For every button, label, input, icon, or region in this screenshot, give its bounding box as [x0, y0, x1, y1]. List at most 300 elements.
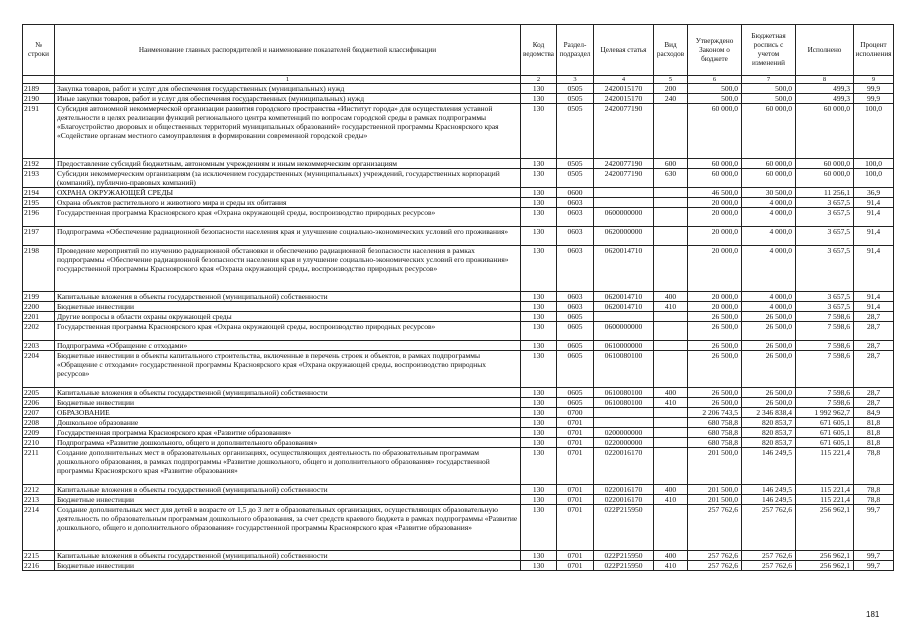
section-code: 0603: [557, 246, 594, 292]
expense-type: 400: [654, 485, 688, 495]
percent-value: 78,8: [854, 448, 894, 485]
dept-code: 130: [521, 208, 557, 227]
approved-amount: 201 500,0: [688, 485, 742, 495]
executed-amount: 115 221,4: [796, 485, 854, 495]
executed-amount: 7 598,6: [796, 312, 854, 322]
executed-amount: 3 657,5: [796, 208, 854, 227]
executed-amount: 60 000,0: [796, 159, 854, 169]
expense-type: [654, 448, 688, 485]
executed-amount: 7 598,6: [796, 341, 854, 351]
percent-value: 84,9: [854, 408, 894, 418]
expense-type: [654, 312, 688, 322]
percent-value: 100,0: [854, 104, 894, 159]
row-name: Капитальные вложения в объекты государственной (муниципальной) собственности: [55, 292, 521, 302]
budget-amount: 257 762,6: [742, 505, 796, 551]
article-code: 022P215950: [594, 561, 654, 571]
budget-table: [22, 24, 894, 571]
column-number: 1: [55, 76, 521, 84]
section-code: 0505: [557, 169, 594, 188]
expense-type: [654, 418, 688, 428]
table-row: [23, 398, 894, 408]
budget-amount: 2 346 838,4: [742, 408, 796, 418]
row-number: 2197: [23, 227, 55, 246]
executed-amount: 11 256,1: [796, 188, 854, 198]
dept-code: 130: [521, 551, 557, 561]
article-code: [594, 312, 654, 322]
section-code: 0605: [557, 312, 594, 322]
row-name: Бюджетные инвестиции: [55, 561, 521, 571]
header-approved: Утверждено Законом о бюджете: [688, 25, 742, 76]
section-code: 0701: [557, 561, 594, 571]
budget-amount: 4 000,0: [742, 227, 796, 246]
expense-type: [654, 341, 688, 351]
expense-type: [654, 246, 688, 292]
table-row: [23, 198, 894, 208]
section-code: 0605: [557, 341, 594, 351]
executed-amount: 60 000,0: [796, 104, 854, 159]
executed-amount: 671 605,1: [796, 418, 854, 428]
section-code: 0605: [557, 351, 594, 388]
row-number: 2190: [23, 94, 55, 104]
table-row: [23, 292, 894, 302]
row-name: Подпрограмма «Развитие дошкольного, общего и дополнительного образования»: [55, 438, 521, 448]
budget-amount: 257 762,6: [742, 561, 796, 571]
expense-type: [654, 322, 688, 341]
approved-amount: 500,0: [688, 84, 742, 94]
dept-code: 130: [521, 104, 557, 159]
dept-code: 130: [521, 495, 557, 505]
article-code: 2420077190: [594, 104, 654, 159]
row-number: 2195: [23, 198, 55, 208]
row-number: 2191: [23, 104, 55, 159]
budget-amount: 60 000,0: [742, 104, 796, 159]
table-row: [23, 561, 894, 571]
dept-code: 130: [521, 159, 557, 169]
percent-value: 91,4: [854, 208, 894, 227]
header-article: Целевая статья: [594, 25, 654, 76]
executed-amount: 3 657,5: [796, 292, 854, 302]
section-code: 0701: [557, 495, 594, 505]
dept-code: 130: [521, 292, 557, 302]
header-executed: Исполнено: [796, 25, 854, 76]
section-code: 0605: [557, 388, 594, 398]
row-number: 2206: [23, 398, 55, 408]
budget-amount: 26 500,0: [742, 351, 796, 388]
expense-type: 410: [654, 302, 688, 312]
executed-amount: 499,3: [796, 94, 854, 104]
row-name: Закупка товаров, работ и услуг для обеспечения государственных (муниципальных) нужд: [55, 84, 521, 94]
row-number: 2216: [23, 561, 55, 571]
expense-type: 600: [654, 159, 688, 169]
expense-type: [654, 104, 688, 159]
column-number: 5: [654, 76, 688, 84]
section-code: 0603: [557, 227, 594, 246]
budget-amount: 4 000,0: [742, 246, 796, 292]
row-name: Создание дополнительных мест для детей в возрасте от 1,5 до 3 лет в образовательных организациях, осуществляющих образовательную деятельность по образовательным программам дошкольного образования, за счет средств краевого бюджета в рамках подпрограммы «Развитие дошкольного, общего и дополнительного образования» государственной программы Красноярского края «Развитие образования»: [55, 505, 521, 551]
column-number: 3: [557, 76, 594, 84]
budget-amount: 60 000,0: [742, 169, 796, 188]
table-body: [23, 84, 894, 571]
budget-sheet: [22, 24, 894, 571]
approved-amount: 26 500,0: [688, 322, 742, 341]
row-number: 2212: [23, 485, 55, 495]
dept-code: 130: [521, 438, 557, 448]
budget-amount: 26 500,0: [742, 398, 796, 408]
percent-value: 28,7: [854, 351, 894, 388]
page-number: 181: [866, 610, 880, 619]
expense-type: 400: [654, 551, 688, 561]
table-row: [23, 246, 894, 292]
row-number: 2207: [23, 408, 55, 418]
dept-code: 130: [521, 84, 557, 94]
row-number: 2205: [23, 388, 55, 398]
expense-type: 240: [654, 94, 688, 104]
section-code: 0505: [557, 104, 594, 159]
expense-type: 400: [654, 292, 688, 302]
budget-amount: 820 853,7: [742, 418, 796, 428]
executed-amount: 115 221,4: [796, 495, 854, 505]
row-name: ОХРАНА ОКРУЖАЮЩЕЙ СРЕДЫ: [55, 188, 521, 198]
table-row: [23, 388, 894, 398]
budget-amount: 820 853,7: [742, 428, 796, 438]
row-name: Подпрограмма «Обращение с отходами»: [55, 341, 521, 351]
percent-value: 99,7: [854, 551, 894, 561]
row-name: Бюджетные инвестиции: [55, 302, 521, 312]
dept-code: 130: [521, 322, 557, 341]
section-code: 0700: [557, 408, 594, 418]
row-number: 2199: [23, 292, 55, 302]
row-name: Субсидия автономной некоммерческой организации развития городского пространства «Институт города» для осуществления уставной деятельности в целях реализации функций регионального центра компетенций по вопросам городской среды в рамках подпрограммы «Благоустройство дворовых и общественных территорий муниципальных образований» государственной программы Красноярского края «Содействие органам местного самоуправления в формировании современной городской среды»: [55, 104, 521, 159]
article-code: 022P215950: [594, 551, 654, 561]
row-number: 2196: [23, 208, 55, 227]
section-code: 0701: [557, 551, 594, 561]
article-code: 022P215950: [594, 505, 654, 551]
article-code: 0610000000: [594, 341, 654, 351]
dept-code: 130: [521, 94, 557, 104]
row-name: ОБРАЗОВАНИЕ: [55, 408, 521, 418]
row-name: Бюджетные инвестиции в объекты капитального строительства, включенные в перечень строек и объектов, в рамках подпрограммы «Обращение с отходами» государственной программы Красноярского края «Охрана окружающей среды, воспроизводство природных ресурсов»: [55, 351, 521, 388]
table-row: [23, 341, 894, 351]
article-code: 0620000000: [594, 227, 654, 246]
percent-value: 81,8: [854, 428, 894, 438]
approved-amount: 26 500,0: [688, 312, 742, 322]
article-code: 0220016170: [594, 448, 654, 485]
percent-value: 78,8: [854, 495, 894, 505]
approved-amount: 26 500,0: [688, 398, 742, 408]
percent-value: 91,4: [854, 227, 894, 246]
column-number: 6: [688, 76, 742, 84]
row-number: 2198: [23, 246, 55, 292]
dept-code: 130: [521, 351, 557, 388]
article-code: 2420077190: [594, 159, 654, 169]
table-row: [23, 351, 894, 388]
expense-type: [654, 208, 688, 227]
column-number: 7: [742, 76, 796, 84]
approved-amount: 680 758,8: [688, 428, 742, 438]
executed-amount: 256 962,1: [796, 551, 854, 561]
column-number-row: [23, 76, 894, 84]
expense-type: [654, 408, 688, 418]
row-name: Создание дополнительных мест в образовательных организациях, осуществляющих деятельность по образовательным программам дошкольного образования, в рамках подпрограммы «Развитие дошкольного, общего и дополнительного образования» государственной программы Красноярского края «Развитие образования»: [55, 448, 521, 485]
row-name: Государственная программа Красноярского края «Охрана окружающей среды, воспроизводство природных ресурсов»: [55, 322, 521, 341]
article-code: 0610080100: [594, 388, 654, 398]
row-name: Проведение мероприятий по изучению радиационной обстановки и обеспечению радиационной безопасности населения в рамках подпрограммы «Обеспечение радиационной безопасности населения края и улучшение социально-экономических условий его проживания» государственной программы Красноярского края «Охрана окружающей среды, воспроизводство природных ресурсов»: [55, 246, 521, 292]
approved-amount: 201 500,0: [688, 495, 742, 505]
article-code: [594, 198, 654, 208]
section-code: 0701: [557, 448, 594, 485]
expense-type: 410: [654, 561, 688, 571]
expense-type: [654, 351, 688, 388]
article-code: 0220000000: [594, 438, 654, 448]
section-code: 0603: [557, 292, 594, 302]
row-name: Дошкольное образование: [55, 418, 521, 428]
table-row: [23, 485, 894, 495]
percent-value: 28,7: [854, 322, 894, 341]
dept-code: 130: [521, 398, 557, 408]
percent-value: 28,7: [854, 388, 894, 398]
approved-amount: 680 758,8: [688, 438, 742, 448]
row-number: 2209: [23, 428, 55, 438]
dept-code: 130: [521, 418, 557, 428]
table-row: [23, 438, 894, 448]
executed-amount: 60 000,0: [796, 169, 854, 188]
executed-amount: 671 605,1: [796, 428, 854, 438]
approved-amount: 20 000,0: [688, 227, 742, 246]
expense-type: [654, 227, 688, 246]
article-code: 2420015170: [594, 84, 654, 94]
article-code: 2420077190: [594, 169, 654, 188]
percent-value: 28,7: [854, 341, 894, 351]
table-row: [23, 84, 894, 94]
approved-amount: 257 762,6: [688, 551, 742, 561]
percent-value: 99,7: [854, 505, 894, 551]
expense-type: [654, 438, 688, 448]
budget-amount: 60 000,0: [742, 159, 796, 169]
percent-value: 100,0: [854, 159, 894, 169]
budget-amount: 146 249,5: [742, 495, 796, 505]
table-row: [23, 104, 894, 159]
approved-amount: 20 000,0: [688, 198, 742, 208]
column-number: 8: [796, 76, 854, 84]
section-code: 0605: [557, 322, 594, 341]
row-name: Капитальные вложения в объекты государственной (муниципальной) собственности: [55, 485, 521, 495]
budget-amount: 146 249,5: [742, 448, 796, 485]
row-number: 2189: [23, 84, 55, 94]
header-section: Раздел-подраздел: [557, 25, 594, 76]
section-code: 0701: [557, 418, 594, 428]
dept-code: 130: [521, 188, 557, 198]
section-code: 0701: [557, 505, 594, 551]
budget-amount: 4 000,0: [742, 302, 796, 312]
approved-amount: 26 500,0: [688, 351, 742, 388]
row-number: 2210: [23, 438, 55, 448]
section-code: 0505: [557, 94, 594, 104]
row-number: 2192: [23, 159, 55, 169]
section-code: 0701: [557, 485, 594, 495]
percent-value: 91,4: [854, 292, 894, 302]
table-row: [23, 227, 894, 246]
table-row: [23, 169, 894, 188]
executed-amount: 3 657,5: [796, 227, 854, 246]
budget-amount: 26 500,0: [742, 341, 796, 351]
percent-value: 99,9: [854, 84, 894, 94]
approved-amount: 46 500,0: [688, 188, 742, 198]
article-code: [594, 418, 654, 428]
budget-amount: 500,0: [742, 84, 796, 94]
table-row: [23, 428, 894, 438]
row-number: 2201: [23, 312, 55, 322]
expense-type: 200: [654, 84, 688, 94]
budget-amount: 4 000,0: [742, 292, 796, 302]
article-code: [594, 188, 654, 198]
approved-amount: 60 000,0: [688, 159, 742, 169]
percent-value: 28,7: [854, 398, 894, 408]
row-number: 2213: [23, 495, 55, 505]
dept-code: 130: [521, 341, 557, 351]
executed-amount: 3 657,5: [796, 198, 854, 208]
dept-code: 130: [521, 448, 557, 485]
row-number: 2203: [23, 341, 55, 351]
dept-code: 130: [521, 227, 557, 246]
row-number: 2194: [23, 188, 55, 198]
row-number: 2200: [23, 302, 55, 312]
table-row: [23, 505, 894, 551]
dept-code: 130: [521, 198, 557, 208]
header-percent: Процент исполнения: [854, 25, 894, 76]
row-number: 2204: [23, 351, 55, 388]
article-code: 0610080100: [594, 351, 654, 388]
section-code: 0603: [557, 198, 594, 208]
dept-code: 130: [521, 505, 557, 551]
approved-amount: 20 000,0: [688, 292, 742, 302]
executed-amount: 7 598,6: [796, 388, 854, 398]
approved-amount: 20 000,0: [688, 302, 742, 312]
dept-code: 130: [521, 388, 557, 398]
row-name: Предоставление субсидий бюджетным, автономным учреждениям и иным некоммерческим организациям: [55, 159, 521, 169]
budget-amount: 4 000,0: [742, 198, 796, 208]
row-name: Бюджетные инвестиции: [55, 495, 521, 505]
dept-code: 130: [521, 246, 557, 292]
budget-amount: 146 249,5: [742, 485, 796, 495]
row-number: 2202: [23, 322, 55, 341]
article-code: 0600000000: [594, 322, 654, 341]
article-code: 0620014710: [594, 292, 654, 302]
header-dept-code: Код ведомства: [521, 25, 557, 76]
column-number: [23, 76, 55, 84]
section-code: 0605: [557, 398, 594, 408]
article-code: 0200000000: [594, 428, 654, 438]
row-name: Подпрограмма «Обеспечение радиационной безопасности населения края и улучшение социально-экономических условий его проживания»: [55, 227, 521, 246]
dept-code: 130: [521, 485, 557, 495]
table-row: [23, 94, 894, 104]
table-row: [23, 302, 894, 312]
header-expense-type: Вид расходов: [654, 25, 688, 76]
budget-amount: 26 500,0: [742, 322, 796, 341]
article-code: 2420015170: [594, 94, 654, 104]
approved-amount: 20 000,0: [688, 246, 742, 292]
table-row: [23, 159, 894, 169]
column-number: 9: [854, 76, 894, 84]
executed-amount: 7 598,6: [796, 351, 854, 388]
article-code: 0600000000: [594, 208, 654, 227]
row-number: 2215: [23, 551, 55, 561]
section-code: 0505: [557, 159, 594, 169]
percent-value: 36,9: [854, 188, 894, 198]
section-code: 0505: [557, 84, 594, 94]
dept-code: 130: [521, 302, 557, 312]
table-row: [23, 448, 894, 485]
row-name: Субсидии некоммерческим организациям (за исключением государственных (муниципальных) учреждений, государственных корпораций (компаний), публично-правовых компаний): [55, 169, 521, 188]
executed-amount: 256 962,1: [796, 505, 854, 551]
header-row: [23, 25, 894, 76]
percent-value: 91,4: [854, 246, 894, 292]
row-name: Другие вопросы в области охраны окружающей среды: [55, 312, 521, 322]
table-row: [23, 551, 894, 561]
executed-amount: 3 657,5: [796, 302, 854, 312]
row-name: Капитальные вложения в объекты государственной (муниципальной) собственности: [55, 388, 521, 398]
article-code: 0620014710: [594, 302, 654, 312]
percent-value: 81,8: [854, 438, 894, 448]
dept-code: 130: [521, 408, 557, 418]
executed-amount: 1 992 962,7: [796, 408, 854, 418]
executed-amount: 7 598,6: [796, 398, 854, 408]
approved-amount: 2 206 743,5: [688, 408, 742, 418]
approved-amount: 680 758,8: [688, 418, 742, 428]
approved-amount: 60 000,0: [688, 104, 742, 159]
approved-amount: 20 000,0: [688, 208, 742, 227]
row-name: Капитальные вложения в объекты государственной (муниципальной) собственности: [55, 551, 521, 561]
column-number: 4: [594, 76, 654, 84]
executed-amount: 3 657,5: [796, 246, 854, 292]
approved-amount: 257 762,6: [688, 561, 742, 571]
section-code: 0603: [557, 208, 594, 227]
table-row: [23, 312, 894, 322]
table-row: [23, 188, 894, 198]
expense-type: 400: [654, 388, 688, 398]
approved-amount: 257 762,6: [688, 505, 742, 551]
executed-amount: 256 962,1: [796, 561, 854, 571]
table-row: [23, 208, 894, 227]
dept-code: 130: [521, 312, 557, 322]
row-name: Иные закупки товаров, работ и услуг для обеспечения государственных (муниципальных) нужд: [55, 94, 521, 104]
percent-value: 78,8: [854, 485, 894, 495]
percent-value: 91,4: [854, 198, 894, 208]
percent-value: 28,7: [854, 312, 894, 322]
section-code: 0600: [557, 188, 594, 198]
percent-value: 99,7: [854, 561, 894, 571]
executed-amount: 671 605,1: [796, 438, 854, 448]
approved-amount: 60 000,0: [688, 169, 742, 188]
approved-amount: 500,0: [688, 94, 742, 104]
article-code: [594, 408, 654, 418]
row-number: 2193: [23, 169, 55, 188]
section-code: 0701: [557, 428, 594, 438]
row-number: 2214: [23, 505, 55, 551]
budget-amount: 820 853,7: [742, 438, 796, 448]
header-budget-schedule: Бюджетная роспись с учетом изменений: [742, 25, 796, 76]
approved-amount: 26 500,0: [688, 341, 742, 351]
header-row-number: № строки: [23, 25, 55, 76]
table-row: [23, 408, 894, 418]
row-name: Охрана объектов растительного и животного мира и среды их обитания: [55, 198, 521, 208]
article-code: 0220016170: [594, 485, 654, 495]
row-name: Бюджетные инвестиции: [55, 398, 521, 408]
budget-amount: 257 762,6: [742, 551, 796, 561]
budget-amount: 500,0: [742, 94, 796, 104]
row-name: Государственная программа Красноярского края «Развитие образования»: [55, 428, 521, 438]
section-code: 0701: [557, 438, 594, 448]
budget-amount: 30 500,0: [742, 188, 796, 198]
